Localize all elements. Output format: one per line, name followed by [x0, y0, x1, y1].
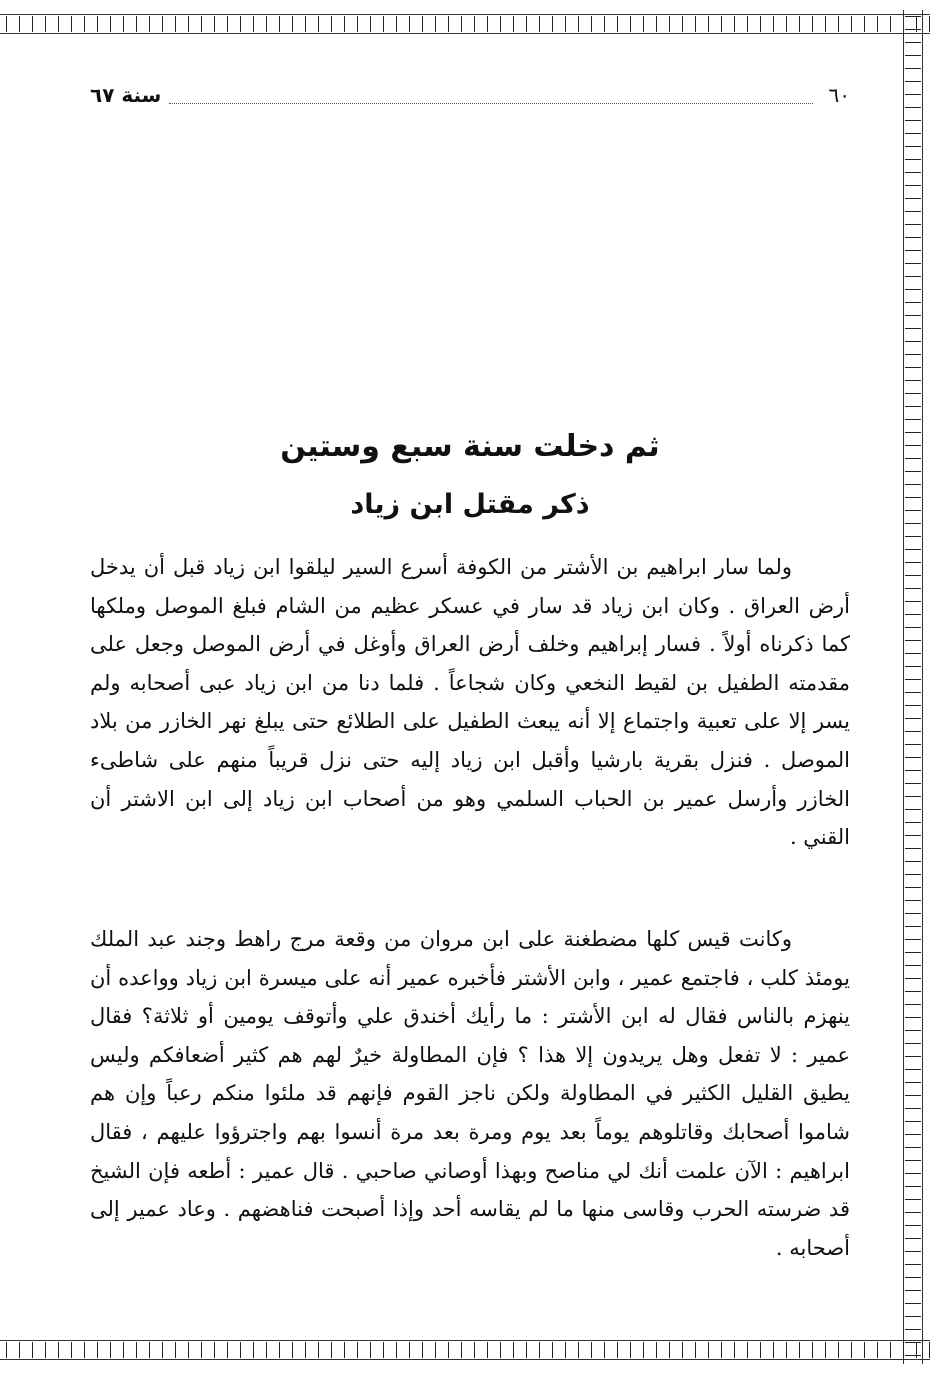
paragraph-1: ولما سار ابراهيم بن الأشتر من الكوفة أسرع السير ليلقوا ابن زياد قبل أن يدخل أرض العراق . وكان ابن زياد قد سار في عسكر عظيم من الشام فبلغ الموصل وملكها كما ذكرناه أولاً . فسار إبراهيم وخلف أرض العراق وأوغل في أرض الموصل وجعل على مقدمته الطفيل بن لقيط النخعي وكان شجاعاً . فلما دنا من ابن زياد عبى أصحابه ولم يسر إلا على تعبية واجتماع إلا أنه يبعث الطفيل على الطلائع حتى يبلغ نهر الخازر من بلاد الموصل . فنزل بقرية بارشيا وأقبل ابن زياد إليه حتى نزل قريباً منهم على شاطىء الخازر وأرسل عمير بن الحباب السلمي وهو من أصحاب ابن زياد إلى ابن الاشتر أن القني .: [90, 555, 850, 850]
paragraph-2: وكانت قيس كلها مضطغنة على ابن مروان من وقعة مرج راهط وجند عبد الملك يومئذ كلب ، فاجتمع عمير ، وابن الأشتر فأخبره عمير أنه على ميسرة ابن زياد وواعده أن ينهزم بالناس فقال له ابن الأشتر : ما رأيك أخندق علي وأتوقف يومين أو ثلاثة؟ فقال عمير : لا تفعل وهل يريدون إلا هذا ؟ فإن المطاولة خيرٌ لهم هم كثير أضعافكم وليس يطيق القليل الكثير في المطاولة ولكن ناجز القوم فإنهم قد ملئوا منكم رعباً وإن هم شاموا أصحابك وقاتلوهم يوماً بعد يوم ومرة بعد مرة أنسوا بهم واجترؤوا عليهم ، فقال ابراهيم : الآن علمت أنك لي مناصح وبهذا أوصاني صاحبي . قال عمير : أطعه فإن الشيخ قد ضرسته الحرب وقاسى منها ما لم يقاسه أحد وإذا أصبحت فناهضهم . وعاد عمير إلى أصحابه .: [90, 927, 850, 1260]
chapter-title: ثم دخلت سنة سبع وستين: [280, 429, 660, 464]
header-dotted-rule: [169, 103, 812, 104]
section-title: ذكر مقتل ابن زياد: [350, 489, 590, 520]
page: [90, 0, 850, 1379]
page-header: [90, 78, 850, 112]
decorative-border-right: [899, 10, 927, 1364]
running-head: سنة ٦٧: [90, 83, 162, 107]
page-number: ٦٠: [828, 83, 850, 107]
